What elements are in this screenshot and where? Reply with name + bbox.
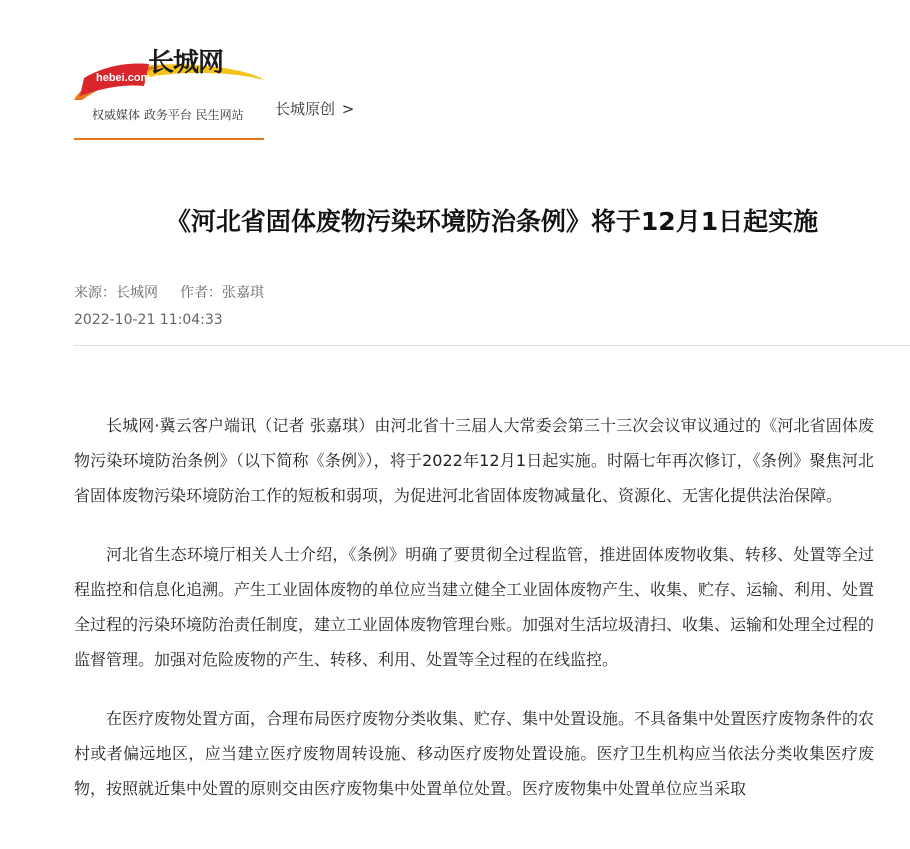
channel-label: 长城原创	[275, 100, 336, 118]
site-logo[interactable]	[74, 38, 266, 104]
article-paragraph: 长城网·冀云客户端讯（记者 张嘉琪）由河北省十三届人大常委会第三十三次会议审议通过的《河北省固体废物污染环境防治条例》（以下简称《条例》），将于2022年12月1日起实施。时隔七年再次修订，《条例》聚焦河北省固体废物污染环境防治工作的短板和弱项，为促进河北省固体废物减量化、资源化、无害化提供法治保障。	[74, 416, 874, 505]
breadcrumb-channel-link[interactable]	[275, 98, 354, 119]
publish-datetime: 2022-10-21 11:04:33	[74, 312, 223, 328]
article-paragraph: 河北省生态环境厅相关人士介绍，《条例》明确了要贯彻全过程监管，推进固体废物收集、转移、处置等全过程监控和信息化追溯。产生工业固体废物的单位应当建立健全工业固体废物产生、收集、贮存、运输、利用、处置全过程的污染环境防治责任制度，建立工业固体废物管理台账。加强对生活垃圾清扫、收集、运输和处理全过程的监督管理。加强对危险废物的产生、转移、利用、处置等全过程的在线监控。	[74, 545, 875, 669]
meta-divider	[74, 345, 910, 346]
article-paragraph: 在医疗废物处置方面，合理布局医疗废物分类收集、贮存、集中处置设施。不具备集中处置医疗废物条件的农村或者偏远地区，应当建立医疗废物周转设施、移动医疗废物处置设施。医疗卫生机构应当依法分类收集医疗废物，按照就近集中处置的原则交由医疗废物集中处置单位处置。医疗废物集中处置单位应当采取	[74, 709, 875, 798]
logo-underline	[74, 138, 264, 140]
article-title: 《河北省固体废物污染环境防治条例》将于12月1日起实施	[165, 207, 819, 236]
site-header	[74, 38, 910, 142]
logo-domain: hebei.com.cn	[96, 72, 167, 84]
author-label: 作者：	[180, 285, 222, 301]
article-body	[74, 408, 874, 830]
source-label: 来源：	[74, 285, 116, 301]
chevron-right-icon: >	[341, 100, 355, 118]
logo-wordmark: 长城网	[148, 48, 224, 78]
article-meta	[74, 282, 264, 302]
author-value: 张嘉琪	[222, 285, 264, 301]
site-slogan: 权威媒体 政务平台 民生网站	[92, 108, 244, 122]
source-value: 长城网	[116, 285, 158, 301]
